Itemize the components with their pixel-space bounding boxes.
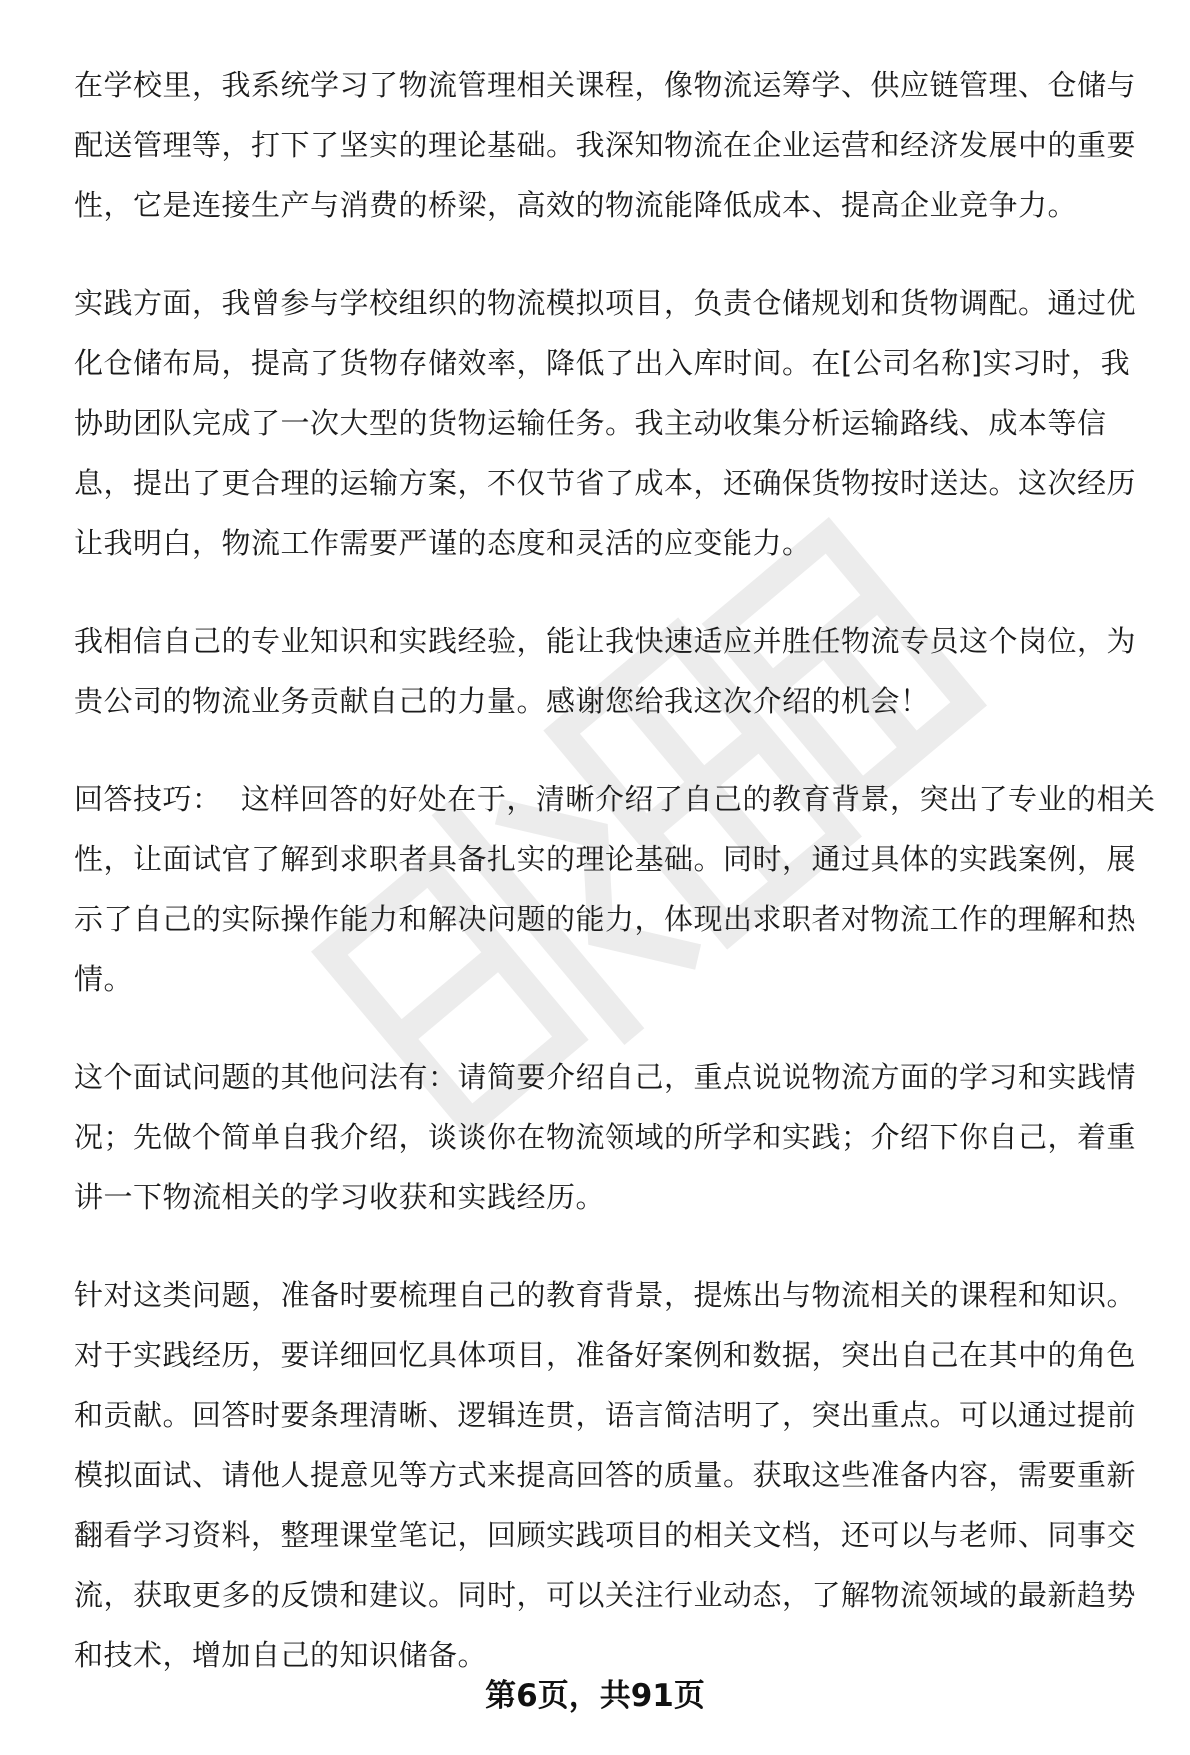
paragraph-alternative-questions: 这个面试问题的其他问法有：请简要介绍自己，重点说说物流方面的学习和实践情 况；先做个简单自我介绍，谈谈你在物流领域的所学和实践；介绍下你自己，着重 讲一下物流相关的学习收获和实践经历。 [74, 1060, 1137, 1214]
paragraph-answer-tips: 回答技巧： 这样回答的好处在于，清晰介绍了自己的教育背景，突出了专业的相关 性，让面试官了解到求职者具备扎实的理论基础。同时，通过具体的实践案例，展 示了自己的实际操作能力和解决问题的能力，体现出求职者对物流工作的理解和热 情。 [74, 782, 1156, 996]
page-number: 第6页，共91页 [485, 1678, 705, 1714]
paragraph-closing: 我相信自己的专业知识和实践经验，能让我快速适应并胜任物流专员这个岗位，为 贵公司的物流业务贡献自己的力量。感谢您给我这次介绍的机会！ [74, 624, 1137, 718]
paragraph-practice: 实践方面，我曾参与学校组织的物流模拟项目，负责仓储规划和货物调配。通过优 化仓储布局，提高了货物存储效率，降低了出入库时间。在[公司名称]实习时，我 协助团队完成了一次大型的货物运输任务。我主动收集分析运输路线、成本等信 息，提出了更合理的运输方案，不仅节省了成本，还确保货物按时送达。这次经历 让我明白，物流工作需要严谨的态度和灵活的应变能力。 [74, 286, 1137, 560]
paragraph-preparation-advice: 针对这类问题，准备时要梳理自己的教育背景，提炼出与物流相关的课程和知识。 对于实践经历，要详细回忆具体项目，准备好案例和数据，突出自己在其中的角色 和贡献。回答时要条理清晰、逻辑连贯，语言简洁明了，突出重点。可以通过提前 模拟面试、请他人提意见等方式来提高回答的质量。获取这些准备内容，需要重新 翻看学习资料，整理课堂笔记，回顾实践项目的相关文档，还可以与老师、同事交 流，获取更多的反馈和建议。同时，可以关注行业动态，了解物流领域的最新趋势 和技术，增加自己的知识储备。 [74, 1278, 1137, 1672]
document-body [74, 55, 1174, 1723]
paragraph-education: 在学校里，我系统学习了物流管理相关课程，像物流运筹学、供应链管理、仓储与 配送管理等，打下了坚实的理论基础。我深知物流在企业运营和经济发展中的重要 性，它是连接生产与消费的桥梁，高效的物流能降低成本、提高企业竞争力。 [74, 68, 1137, 222]
